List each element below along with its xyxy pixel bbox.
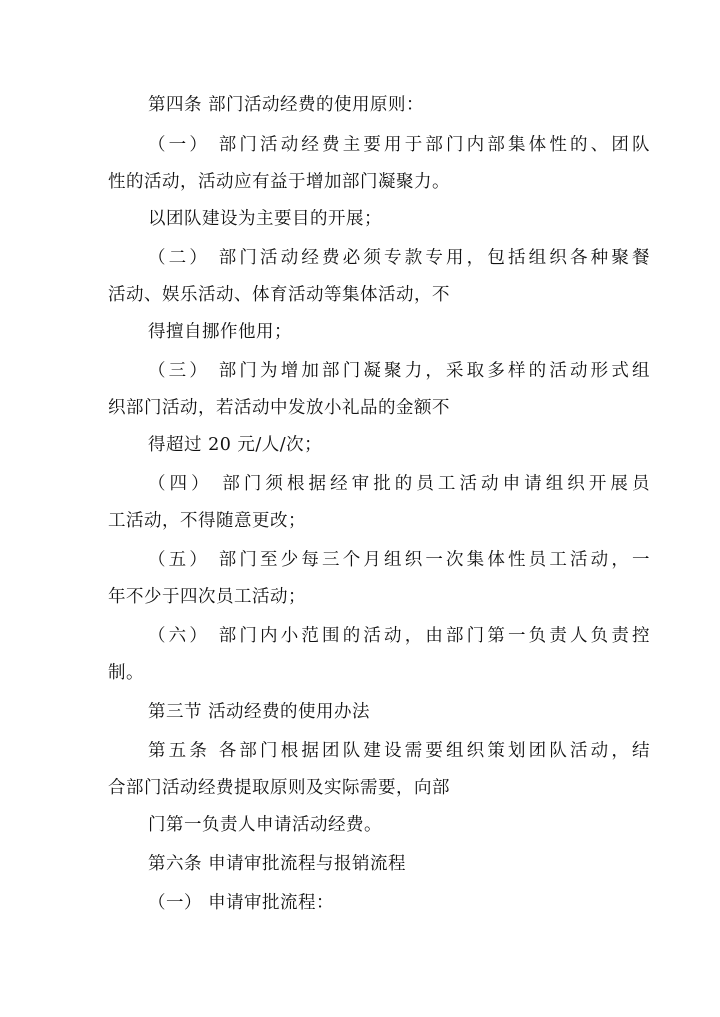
clause-5-line-2: 年不少于四次员工活动；	[108, 587, 306, 607]
clause-1-line-3: 以团队建设为主要目的开展；	[148, 209, 382, 229]
clause-2-line-3: 得擅自挪作他用；	[148, 322, 292, 342]
article-5-line-1: 第五条 各部门根据团队建设需要组织策划团队活动，结	[148, 741, 650, 761]
clause-1-line-2: 性的活动，活动应有益于增加部门凝聚力。	[108, 172, 450, 192]
clause-3-line-3: 得超过 20 元/人/次；	[148, 435, 323, 455]
section-3-heading: 第三节 活动经费的使用办法	[148, 702, 371, 722]
clause-6-line-2: 制。	[108, 663, 144, 683]
article-6-heading: 第六条 申请审批流程与报销流程	[148, 854, 407, 874]
clause-6-line-1: （六） 部门内小范围的活动，由部门第一负责人负责控	[148, 626, 650, 646]
clause-2-line-2: 活动、娱乐活动、体育活动等集体活动，不	[108, 285, 450, 305]
clause-3-line-2: 织部门活动，若活动中发放小礼品的金额不	[108, 398, 450, 418]
article-5-line-2: 合部门活动经费提取原则及实际需要，向部	[108, 778, 450, 798]
article-5-line-3: 门第一负责人申请活动经费。	[148, 815, 382, 835]
clause-2-line-1: （二） 部门活动经费必须专款专用，包括组织各种聚餐	[148, 248, 650, 268]
clause-1-line-1: （一） 部门活动经费主要用于部门内部集体性的、团队	[148, 135, 650, 155]
clause-3-line-1: （三） 部门为增加部门凝聚力，采取多样的活动形式组	[148, 361, 650, 381]
article-4-heading: 第四条 部门活动经费的使用原则：	[148, 95, 425, 115]
approval-process-heading: （一） 申请审批流程：	[148, 893, 335, 913]
clause-5-line-1: （五） 部门至少每三个月组织一次集体性员工活动，一	[148, 550, 650, 570]
clause-4-line-1: （四） 部门须根据经审批的员工活动申请组织开展员	[148, 474, 650, 494]
clause-4-line-2: 工活动，不得随意更改；	[108, 511, 306, 531]
